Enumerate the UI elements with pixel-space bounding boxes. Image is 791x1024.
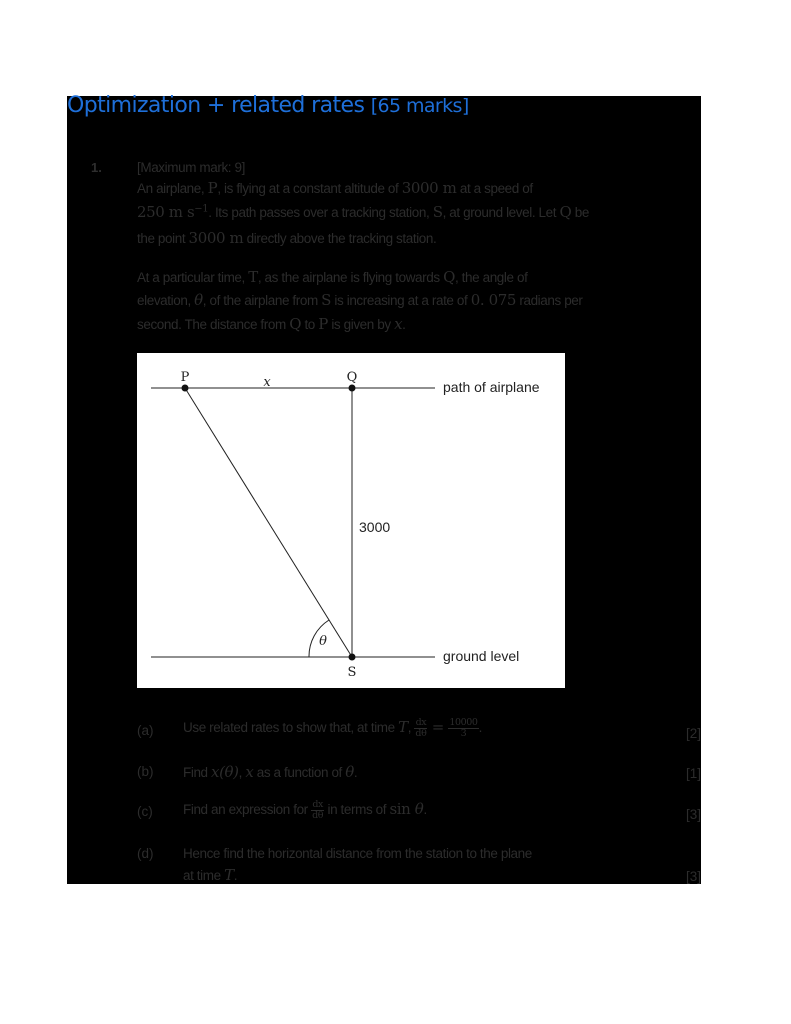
- title-text: Optimization + related rates: [67, 93, 365, 118]
- part-d-marks: [3]: [685, 869, 701, 884]
- dx-dtheta-fraction-c: $\frac{dx}{d\theta}$: [312, 799, 324, 821]
- line-of-sight: [185, 388, 352, 657]
- label-theta: θ: [319, 634, 327, 649]
- max-mark: [Maximum mark: 9]: [137, 160, 245, 175]
- part-c-letter: (c): [137, 804, 153, 819]
- para2-line1: At a particular time, T, as the airplane is flying towards Q, the angle of: [137, 268, 528, 286]
- para1-line1: An airplane, P, is flying at a constant altitude of 3000 m at a speed of: [137, 179, 533, 197]
- label-height: 3000: [359, 519, 391, 535]
- value-fraction: $\frac{10000}{3}$: [449, 717, 478, 739]
- para1-line3: the point 3000 m directly above the tracking station.: [137, 229, 437, 247]
- label-S: S: [347, 665, 357, 680]
- airplane-diagram: [137, 353, 565, 688]
- label-Q: Q: [346, 370, 358, 385]
- title-marks: [65 marks]: [370, 95, 469, 117]
- page-title: [67, 93, 469, 118]
- point-S: [349, 654, 356, 661]
- part-d-line1: Hence find the horizontal distance from the station to the plane: [183, 846, 532, 861]
- part-d-letter: (d): [137, 846, 154, 861]
- para2-line3: second. The distance from Q to P is given by x.: [137, 315, 406, 333]
- label-path-of-airplane: path of airplane: [443, 379, 540, 395]
- part-c-marks: [3]: [685, 807, 701, 822]
- part-c-text: Find an expression for $\frac{dx}{d\theta}$ in terms of sin θ.: [183, 799, 427, 821]
- diagram-figure: [137, 353, 565, 688]
- dx-dtheta-fraction: $\frac{dx}{d\theta}$: [415, 717, 427, 739]
- para2-line2: elevation, θ, of the airplane from S is increasing at a rate of 0. 075 radians per: [137, 291, 583, 309]
- part-b-marks: [1]: [685, 766, 701, 781]
- point-Q: [349, 385, 356, 392]
- question-number: 1.: [91, 160, 102, 175]
- question-sheet: [67, 93, 701, 884]
- part-a-text: Use related rates to show that, at time T, $\frac{dx}{d\theta}$ = $\frac{10000}{3}$ .: [183, 717, 482, 739]
- label-x: x: [263, 375, 271, 390]
- point-P: [182, 385, 189, 392]
- part-a-marks: [2]: [685, 726, 701, 741]
- part-b-text: Find x(θ), x as a function of θ.: [183, 763, 358, 781]
- label-ground-level: ground level: [443, 648, 520, 664]
- part-b-letter: (b): [137, 764, 154, 779]
- part-a-letter: (a): [137, 723, 154, 738]
- part-d-line2: at time T.: [183, 866, 238, 884]
- para1-line2: 250 m $s^{-1}$. Its path passes over a tracking station, S, at ground level. Let Q be: [137, 203, 589, 221]
- label-P: P: [180, 370, 190, 385]
